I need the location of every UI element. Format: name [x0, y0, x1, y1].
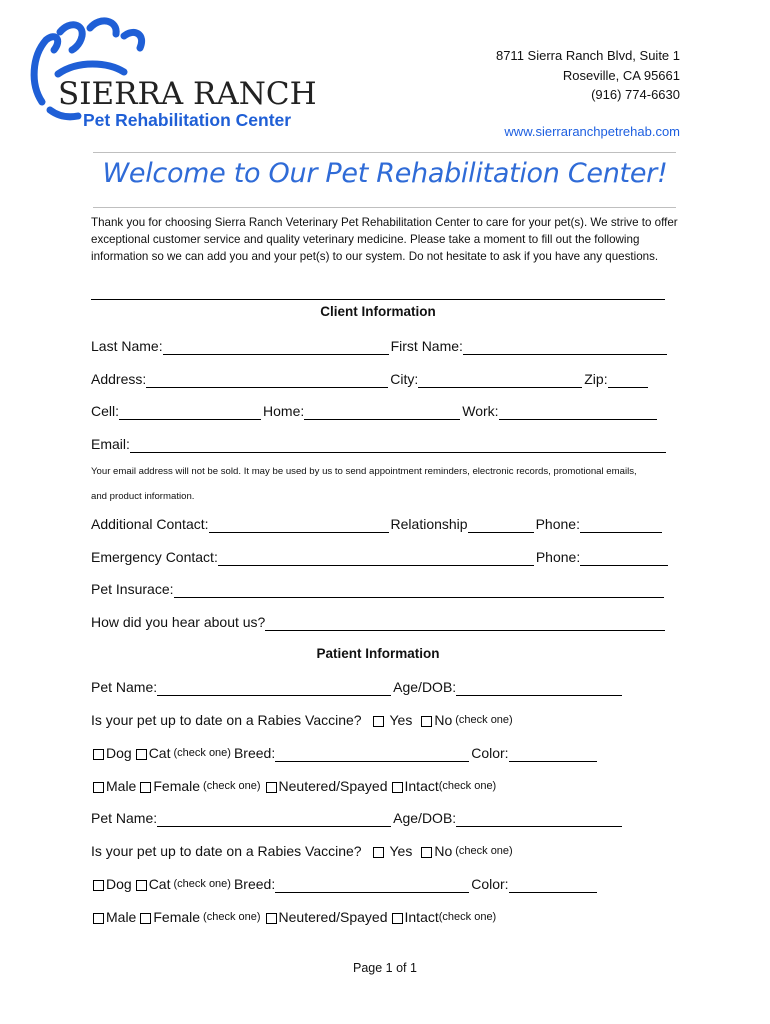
- pet2-rabies-row: [91, 842, 513, 860]
- pet1-age-label: Age/DOB:: [393, 679, 457, 695]
- address-field[interactable]: [146, 373, 388, 388]
- phones-row: [91, 402, 659, 420]
- pet1-name-label: Pet Name:: [91, 679, 158, 695]
- pet1-age-field[interactable]: [456, 681, 622, 696]
- emergency-contact-field[interactable]: [218, 551, 534, 566]
- zip-field[interactable]: [608, 373, 648, 388]
- emergency-contact-row: [91, 548, 670, 566]
- email-label: Email:: [91, 436, 130, 452]
- pet2-breed-label: Breed:: [233, 876, 276, 892]
- pet2-neutered-checkbox[interactable]: [266, 913, 277, 924]
- section-rule: [91, 299, 665, 300]
- pet1-cat-label: Cat: [148, 745, 171, 761]
- pet2-species-check-one: (check one): [173, 878, 231, 890]
- pet1-rabies-question: Is your pet up to date on a Rabies Vaccine?: [91, 712, 362, 728]
- pet1-rabies-no-label: No: [434, 712, 453, 728]
- pet-insurance-row: [91, 580, 666, 598]
- emergency-phone-field[interactable]: [580, 551, 668, 566]
- pet1-breed-field[interactable]: [275, 747, 469, 762]
- first-name-field[interactable]: [463, 340, 667, 355]
- email-note-line-1: Your email address will not be sold. It may be used by us to send appointment reminders, electronic records, promotional emails,: [91, 466, 637, 477]
- address-row: [91, 370, 650, 388]
- pet1-intact-checkbox[interactable]: [392, 782, 403, 793]
- home-field[interactable]: [304, 405, 460, 420]
- zip-label: Zip:: [584, 371, 608, 387]
- pet2-color-label: Color:: [471, 876, 509, 892]
- pet2-breed-field[interactable]: [275, 878, 469, 893]
- divider-top: [93, 152, 676, 153]
- pet2-age-label: Age/DOB:: [393, 810, 457, 826]
- pet2-male-checkbox[interactable]: [93, 913, 104, 924]
- pet2-male-label: Male: [106, 909, 137, 925]
- city-label: City:: [390, 371, 419, 387]
- additional-contact-row: [91, 515, 664, 533]
- pet2-sex-check-one: (check one): [203, 911, 261, 923]
- website-link[interactable]: www.sierraranchpetrehab.com: [504, 124, 680, 139]
- page-footer: Page 1 of 1: [353, 961, 417, 975]
- pet2-rabies-check-one: (check one): [455, 845, 513, 857]
- pet1-female-label: Female: [153, 778, 201, 794]
- pet1-cat-checkbox[interactable]: [136, 749, 147, 760]
- last-name-field[interactable]: [163, 340, 389, 355]
- address-line-1: 8711 Sierra Ranch Blvd, Suite 1: [495, 48, 680, 63]
- last-name-label: Last Name:: [91, 338, 163, 354]
- pet2-color-field[interactable]: [509, 878, 597, 893]
- pet2-species-row: [91, 875, 599, 893]
- pet-insurance-label: Pet Insurace:: [91, 581, 174, 597]
- pet-insurance-field[interactable]: [174, 583, 664, 598]
- client-information-heading: Client Information: [320, 304, 436, 319]
- pet1-color-label: Color:: [471, 745, 509, 761]
- pet1-male-label: Male: [106, 778, 137, 794]
- pet2-age-field[interactable]: [456, 812, 622, 827]
- pet1-dog-checkbox[interactable]: [93, 749, 104, 760]
- pet2-rabies-no-checkbox[interactable]: [421, 847, 432, 858]
- emergency-contact-label: Emergency Contact:: [91, 549, 218, 565]
- email-field[interactable]: [130, 438, 666, 453]
- email-note-line-2: and product information.: [91, 491, 195, 502]
- pet2-name-row: [91, 809, 624, 827]
- city-field[interactable]: [418, 373, 582, 388]
- pet1-species-row: [91, 744, 599, 762]
- pet2-name-field[interactable]: [157, 812, 391, 827]
- pet1-color-field[interactable]: [509, 747, 597, 762]
- pet2-rabies-question: Is your pet up to date on a Rabies Vaccine?: [91, 843, 362, 859]
- emergency-phone-label: Phone:: [535, 549, 581, 565]
- pet1-dog-label: Dog: [106, 745, 132, 761]
- additional-phone-field[interactable]: [580, 518, 662, 533]
- additional-phone-label: Phone:: [535, 516, 580, 532]
- home-label: Home:: [263, 403, 305, 419]
- pet1-neutered-checkbox[interactable]: [266, 782, 277, 793]
- pet2-rabies-no-label: No: [434, 843, 453, 859]
- pet2-dog-checkbox[interactable]: [93, 880, 104, 891]
- name-row: [91, 337, 669, 355]
- additional-contact-field[interactable]: [209, 518, 389, 533]
- work-label: Work:: [462, 403, 499, 419]
- patient-information-heading: Patient Information: [316, 646, 440, 661]
- pet1-rabies-yes-label: Yes: [389, 712, 413, 728]
- page-title: Welcome to Our Pet Rehabilitation Center!: [102, 158, 668, 189]
- email-row: [91, 435, 668, 453]
- pet2-cat-checkbox[interactable]: [136, 880, 147, 891]
- phone-number: (916) 774-6630: [591, 87, 680, 102]
- pet2-female-checkbox[interactable]: [140, 913, 151, 924]
- pet2-rabies-yes-checkbox[interactable]: [373, 847, 384, 858]
- address-label: Address:: [91, 371, 147, 387]
- cell-field[interactable]: [119, 405, 261, 420]
- hear-about-field[interactable]: [265, 616, 665, 631]
- pet1-name-row: [91, 678, 624, 696]
- pet1-intact-label: Intact: [404, 778, 439, 794]
- pet1-species-check-one: (check one): [173, 747, 231, 759]
- pet1-neutered-label: Neutered/Spayed: [278, 778, 388, 794]
- intro-paragraph: Thank you for choosing Sierra Ranch Veterinary Pet Rehabilitation Center to care for your pet(s). We strive to offer exceptional customer service and quality veterinary medicine. Please take a moment to fill out the following information so we can add you and your pet(s) to our system. Do not hesitate to ask if you have any questions.: [91, 216, 678, 263]
- work-field[interactable]: [499, 405, 657, 420]
- pet2-dog-label: Dog: [106, 876, 132, 892]
- pet2-female-label: Female: [153, 909, 201, 925]
- pet1-female-checkbox[interactable]: [140, 782, 151, 793]
- pet1-name-field[interactable]: [157, 681, 391, 696]
- pet2-cat-label: Cat: [148, 876, 171, 892]
- pet2-intact-checkbox[interactable]: [392, 913, 403, 924]
- relationship-label: Relationship: [390, 516, 468, 532]
- pet2-rabies-yes-label: Yes: [389, 843, 413, 859]
- logo-subtitle: Pet Rehabilitation Center: [83, 110, 292, 130]
- pet1-male-checkbox[interactable]: [93, 782, 104, 793]
- pet1-rabies-no-checkbox[interactable]: [421, 716, 432, 727]
- pet1-rabies-row: [91, 711, 513, 729]
- hear-about-label: How did you hear about us?: [91, 614, 266, 630]
- logo: [28, 14, 328, 134]
- pet1-intact-check-one: (check one): [438, 780, 497, 792]
- pet1-rabies-check-one: (check one): [455, 714, 513, 726]
- pet1-sex-row: [91, 777, 496, 795]
- pet2-intact-check-one: (check one): [438, 911, 497, 923]
- relationship-field[interactable]: [468, 518, 534, 533]
- pet2-neutered-label: Neutered/Spayed: [278, 909, 388, 925]
- pet2-sex-row: [91, 908, 496, 926]
- additional-contact-label: Additional Contact:: [91, 516, 209, 532]
- first-name-label: First Name:: [390, 338, 463, 354]
- cell-label: Cell:: [91, 403, 120, 419]
- address-line-2: Roseville, CA 95661: [562, 68, 680, 83]
- logo-name: SIERRA RANCH: [58, 76, 317, 112]
- pet2-intact-label: Intact: [404, 909, 439, 925]
- pet1-rabies-yes-checkbox[interactable]: [373, 716, 384, 727]
- pet1-breed-label: Breed:: [233, 745, 276, 761]
- pet2-name-label: Pet Name:: [91, 810, 158, 826]
- divider-bottom: [93, 207, 676, 208]
- hear-about-row: [91, 613, 667, 631]
- pet1-sex-check-one: (check one): [203, 780, 261, 792]
